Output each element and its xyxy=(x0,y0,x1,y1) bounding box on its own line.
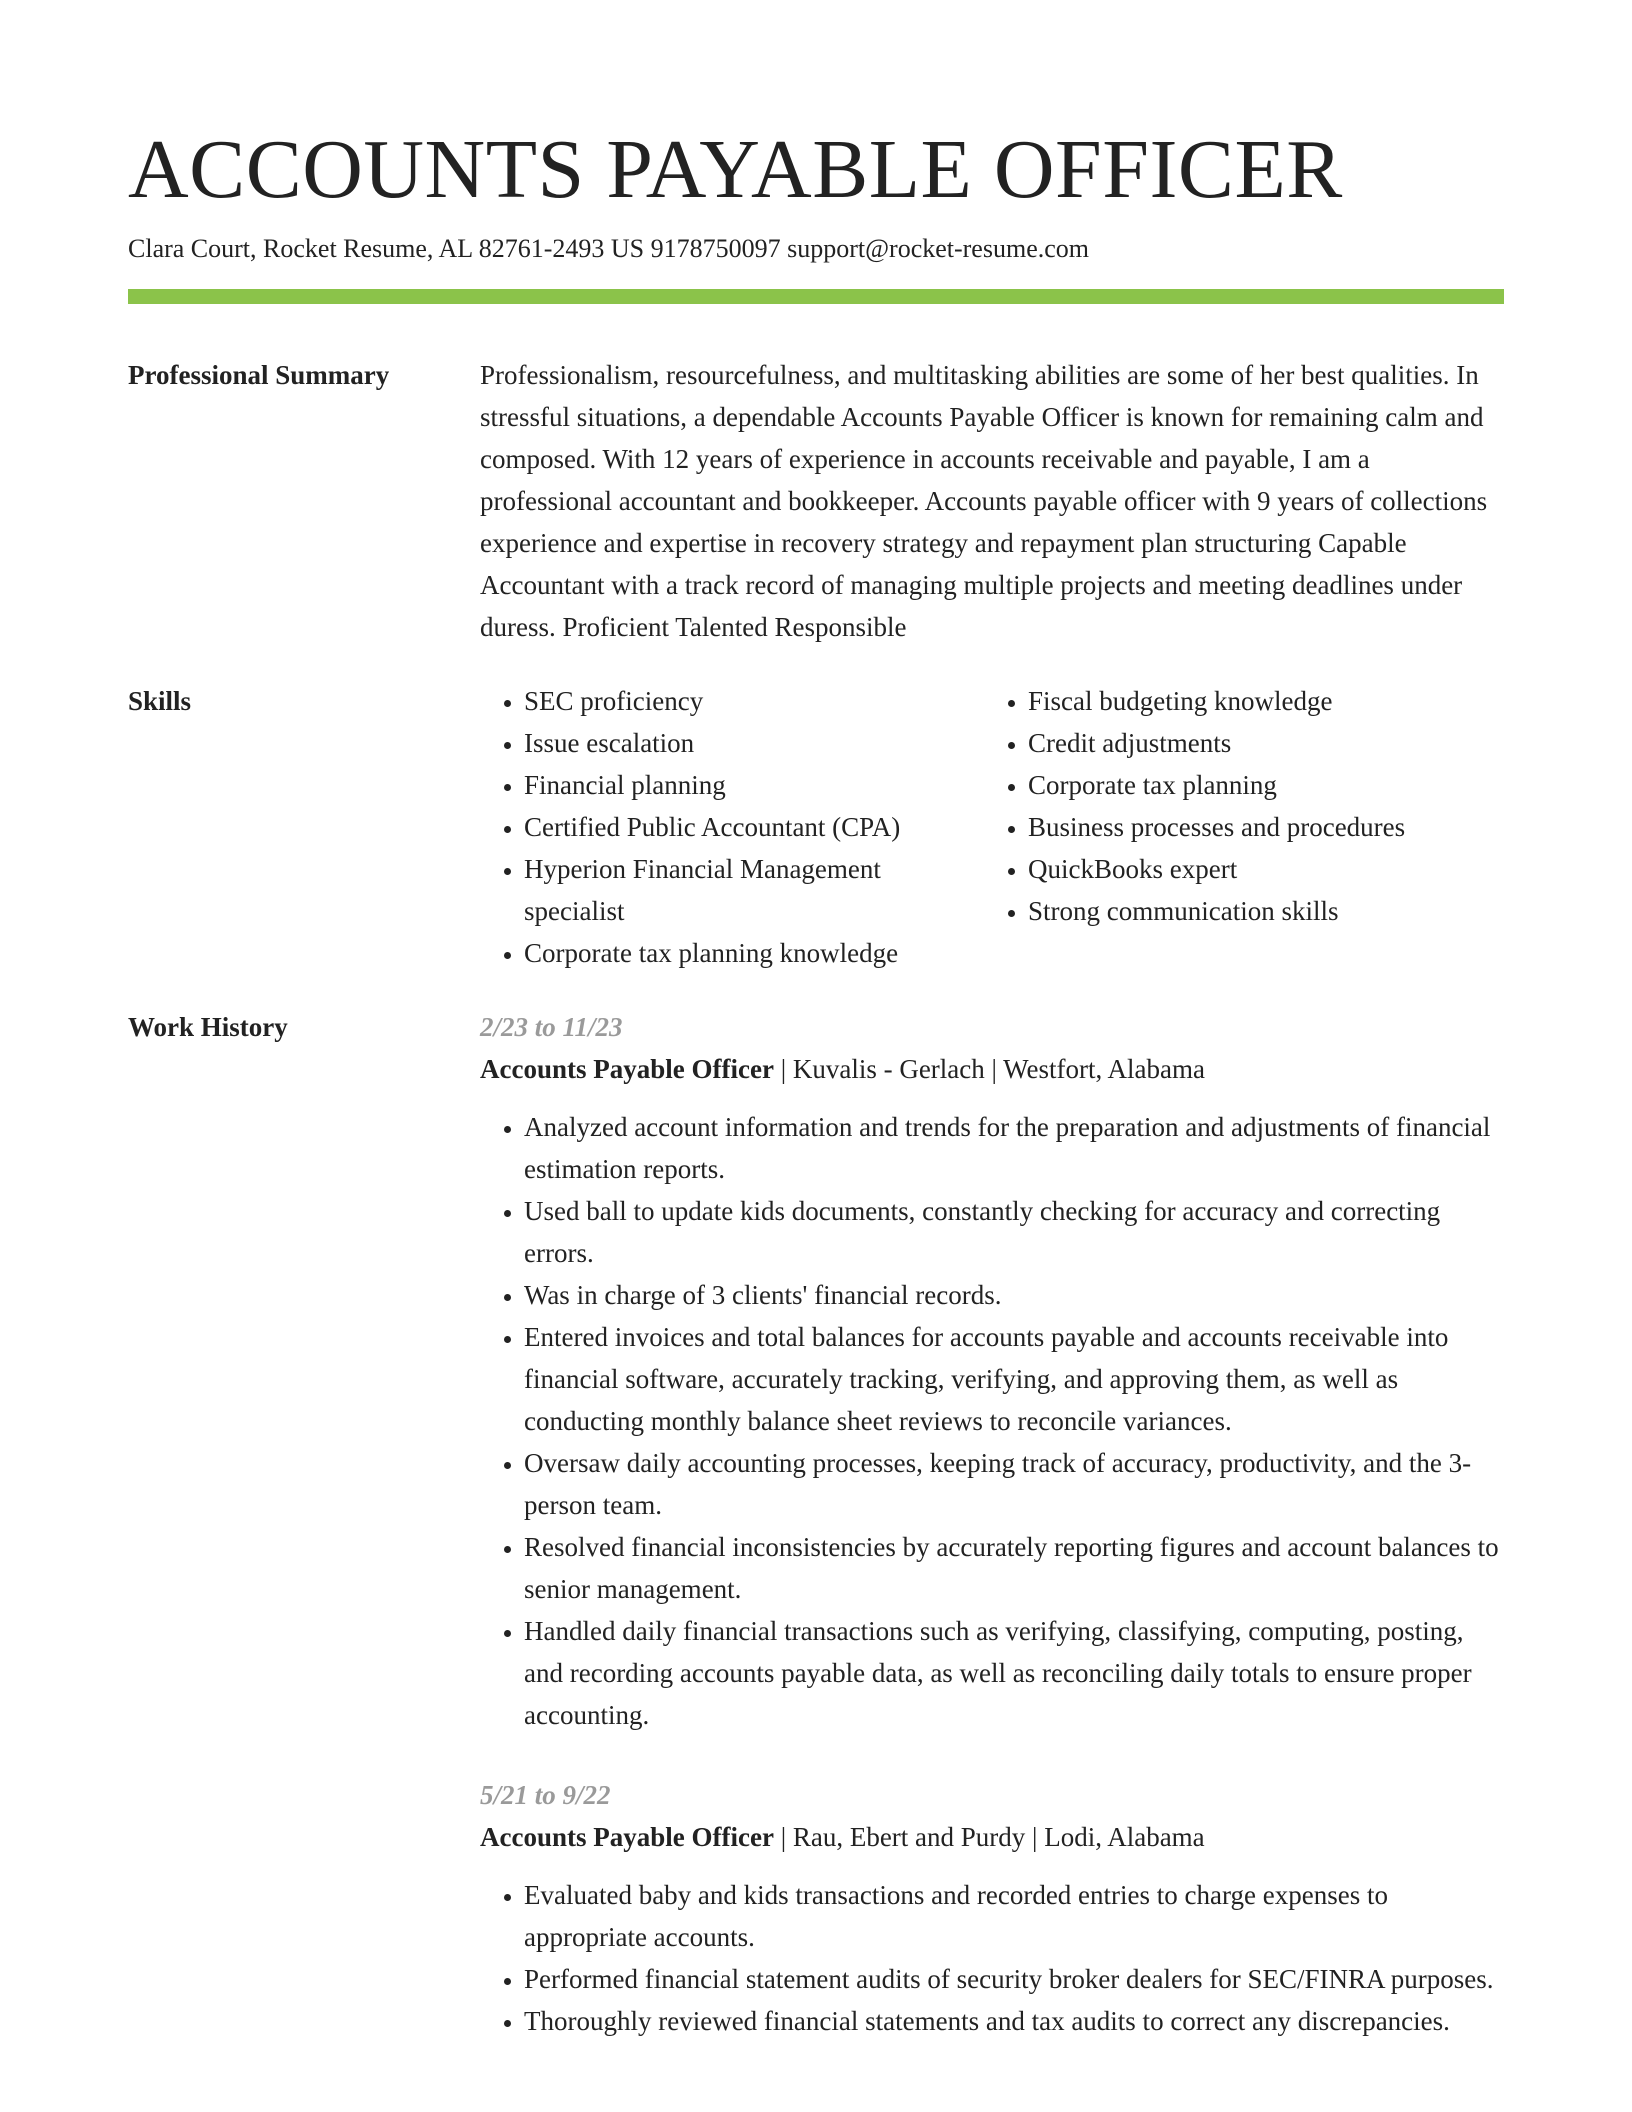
skills-list-right xyxy=(984,680,1488,932)
job-bullets xyxy=(480,1874,1504,2042)
job-bullet: • Analyzed account information and trends for the preparation and adjustments of financial estimation reports. xyxy=(524,1106,1504,1190)
section-title-summary: Professional Summary xyxy=(128,360,390,390)
resume-title: ACCOUNTS PAYABLE OFFICER xyxy=(128,123,1343,216)
skill-item: • Hyperion Financial Management specialist xyxy=(524,848,984,932)
job-details: | Rau, Ebert and Purdy | Lodi, Alabama xyxy=(773,1822,1205,1852)
job-dates: 2/23 to 11/23 xyxy=(480,1012,623,1042)
job-entry xyxy=(480,1774,1504,2042)
job-bullet: • Performed financial statement audits of security broker dealers for SEC/FINRA purposes. xyxy=(524,1958,1504,2000)
job-heading xyxy=(480,1048,1504,1090)
skill-item: • Corporate tax planning xyxy=(1028,764,1488,806)
skill-item: • Strong communication skills xyxy=(1028,890,1488,932)
job-dates: 5/21 to 9/22 xyxy=(480,1780,611,1810)
summary-text: Professionalism, resourcefulness, and multitasking abilities are some of her best qualities. In stressful situations, a dependable Accounts Payable Officer is known for remaining calm and composed. With 12 years of experience in accounts receivable and payable, I am a professional accountant and bookkeeper. Accounts payable officer with 9 years of collections experience and expertise in recovery strategy and repayment plan structuring Capable Accountant with a track record of managing multiple projects and meeting deadlines under duress. Proficient Talented Responsible xyxy=(480,360,1488,642)
skill-item: • Fiscal budgeting knowledge xyxy=(1028,680,1488,722)
job-bullet: • Handled daily financial transactions such as verifying, classifying, computing, posting, and recording accounts payable data, as well as reconciling daily totals to ensure proper accounting. xyxy=(524,1610,1504,1736)
skills-section xyxy=(128,680,1504,974)
job-heading xyxy=(480,1816,1504,1858)
job-bullet: • Used ball to update kids documents, constantly checking for accuracy and correcting errors. xyxy=(524,1190,1504,1274)
job-title: Accounts Payable Officer xyxy=(480,1822,774,1852)
job-bullet: • Was in charge of 3 clients' financial records. xyxy=(524,1274,1504,1316)
contact-info: Clara Court, Rocket Resume, AL 82761-2493 US 9178750097 support@rocket-resume.com xyxy=(128,234,1089,263)
job-bullet: • Resolved financial inconsistencies by accurately reporting figures and account balances to senior management. xyxy=(524,1526,1504,1610)
job-bullet: • Evaluated baby and kids transactions and recorded entries to charge expenses to appropriate accounts. xyxy=(524,1874,1504,1958)
skill-item: • Business processes and procedures xyxy=(1028,806,1488,848)
header-divider xyxy=(128,289,1504,304)
skills-list-left xyxy=(480,680,984,974)
summary-section xyxy=(128,354,1504,648)
skill-item: • Credit adjustments xyxy=(1028,722,1488,764)
skill-item: • Issue escalation xyxy=(524,722,984,764)
job-bullet: • Thoroughly reviewed financial statements and tax audits to correct any discrepancies. xyxy=(524,2000,1504,2042)
skill-item: • Financial planning xyxy=(524,764,984,806)
job-details: | Kuvalis - Gerlach | Westfort, Alabama xyxy=(773,1054,1205,1084)
work-history-section xyxy=(128,1006,1504,2042)
job-entry xyxy=(480,1006,1504,1736)
section-title-work-history: Work History xyxy=(128,1012,288,1042)
skill-item: • QuickBooks expert xyxy=(1028,848,1488,890)
section-title-skills: Skills xyxy=(128,686,192,716)
job-bullet: • Oversaw daily accounting processes, keeping track of accuracy, productivity, and the 3-person team. xyxy=(524,1442,1504,1526)
skill-item: • SEC proficiency xyxy=(524,680,984,722)
job-bullet: • Entered invoices and total balances for accounts payable and accounts receivable into financial software, accurately tracking, verifying, and approving them, as well as conducting monthly balance sheet reviews to reconcile variances. xyxy=(524,1316,1504,1442)
skill-item: • Certified Public Accountant (CPA) xyxy=(524,806,984,848)
resume-page xyxy=(128,0,1504,2042)
skill-item: • Corporate tax planning knowledge xyxy=(524,932,984,974)
job-title: Accounts Payable Officer xyxy=(480,1054,774,1084)
job-bullets xyxy=(480,1106,1504,1736)
